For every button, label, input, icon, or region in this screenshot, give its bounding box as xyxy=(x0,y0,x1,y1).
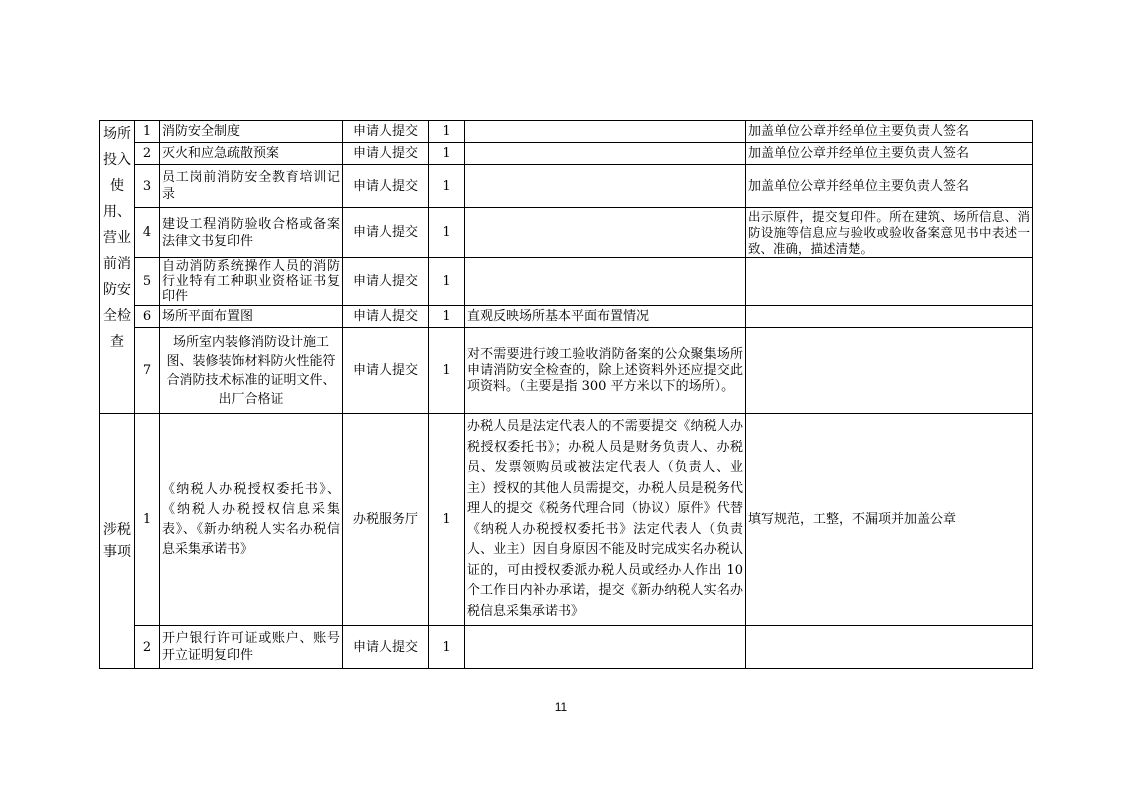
note-cell xyxy=(465,208,746,258)
row-number: 7 xyxy=(135,328,160,414)
row-number: 2 xyxy=(135,626,160,669)
copies-cell: 1 xyxy=(429,165,465,208)
copies-cell: 1 xyxy=(429,208,465,258)
row-number: 1 xyxy=(135,414,160,626)
source-cell: 申请人提交 xyxy=(343,306,429,328)
material-cell: 自动消防系统操作人员的消防行业特有工种职业资格证书复印件 xyxy=(160,258,343,306)
copies-cell: 1 xyxy=(429,258,465,306)
page-number: 11 xyxy=(554,700,568,714)
row-number: 2 xyxy=(135,143,160,165)
note-cell: 直观反映场所基本平面布置情况 xyxy=(465,306,746,328)
requirement-cell: 加盖单位公章并经单位主要负责人签名 xyxy=(746,143,1033,165)
requirement-cell xyxy=(746,306,1033,328)
requirement-cell xyxy=(746,328,1033,414)
table-row xyxy=(100,121,1033,143)
row-number: 3 xyxy=(135,165,160,208)
category-cell: 涉税事项 xyxy=(100,414,135,669)
requirement-cell: 加盖单位公章并经单位主要负责人签名 xyxy=(746,165,1033,208)
material-cell: 灭火和应急疏散预案 xyxy=(160,143,343,165)
table-row xyxy=(100,328,1033,414)
row-number: 4 xyxy=(135,208,160,258)
material-cell: 员工岗前消防安全教育培训记录 xyxy=(160,165,343,208)
note-cell xyxy=(465,121,746,143)
copies-cell: 1 xyxy=(429,328,465,414)
row-number: 6 xyxy=(135,306,160,328)
source-cell: 办税服务厅 xyxy=(343,414,429,626)
requirement-cell: 加盖单位公章并经单位主要负责人签名 xyxy=(746,121,1033,143)
note-cell xyxy=(465,258,746,306)
source-cell: 申请人提交 xyxy=(343,165,429,208)
copies-cell: 1 xyxy=(429,306,465,328)
material-cell: 场所室内装修消防设计施工图、装修装饰材料防火性能符合消防技术标准的证明文件、出厂合格证 xyxy=(160,328,343,414)
row-number: 5 xyxy=(135,258,160,306)
requirement-cell: 填写规范，工整，不漏项并加盖公章 xyxy=(746,414,1033,626)
table-row xyxy=(100,143,1033,165)
category-cell: 场所投入使用、营业前消防安全检查 xyxy=(100,121,135,414)
requirements-table xyxy=(99,120,1033,669)
copies-cell: 1 xyxy=(429,414,465,626)
material-cell: 场所平面布置图 xyxy=(160,306,343,328)
copies-cell: 1 xyxy=(429,121,465,143)
source-cell: 申请人提交 xyxy=(343,328,429,414)
note-cell xyxy=(465,165,746,208)
requirement-cell xyxy=(746,258,1033,306)
requirement-cell: 出示原件，提交复印件。所在建筑、场所信息、消防设施等信息应与验收或验收备案意见书中表述一致、准确，描述清楚。 xyxy=(746,208,1033,258)
table-row xyxy=(100,306,1033,328)
note-cell xyxy=(465,143,746,165)
source-cell: 申请人提交 xyxy=(343,258,429,306)
copies-cell: 1 xyxy=(429,626,465,669)
material-cell: 开户银行许可证或账户、账号开立证明复印件 xyxy=(160,626,343,669)
note-cell: 对不需要进行竣工验收消防备案的公众聚集场所申请消防安全检查的，除上述资料外还应提交此项资料。（主要是指 300 平方米以下的场所）。 xyxy=(465,328,746,414)
table-row xyxy=(100,414,1033,626)
table-row xyxy=(100,165,1033,208)
note-cell: 办税人员是法定代表人的不需要提交《纳税人办税授权委托书》；办税人员是财务负责人、办税员、发票领购员或被法定代表人（负责人、业主）授权的其他人员需提交，办税人员是税务代理人的提交《税务代理合同（协议）原件》代替《纳税人办税授权委托书》法定代表人（负责人、业主）因自身原因不能及时完成实名办税认证的，可由授权委派办税人员或经办人作出 10 个工作日内补办承诺，提交《新办纳税人实名办税信息采集承诺书》 xyxy=(465,414,746,626)
material-cell: 建设工程消防验收合格或备案法律文书复印件 xyxy=(160,208,343,258)
row-number: 1 xyxy=(135,121,160,143)
copies-cell: 1 xyxy=(429,143,465,165)
requirement-cell xyxy=(746,626,1033,669)
note-cell xyxy=(465,626,746,669)
source-cell: 申请人提交 xyxy=(343,143,429,165)
table-row xyxy=(100,258,1033,306)
source-cell: 申请人提交 xyxy=(343,121,429,143)
material-cell: 《纳税人办税授权委托书》、《纳税人办税授权信息采集表》、《新办纳税人实名办税信息采集承诺书》 xyxy=(160,414,343,626)
table-row xyxy=(100,208,1033,258)
source-cell: 申请人提交 xyxy=(343,208,429,258)
table-row xyxy=(100,626,1033,669)
material-cell: 消防安全制度 xyxy=(160,121,343,143)
source-cell: 申请人提交 xyxy=(343,626,429,669)
